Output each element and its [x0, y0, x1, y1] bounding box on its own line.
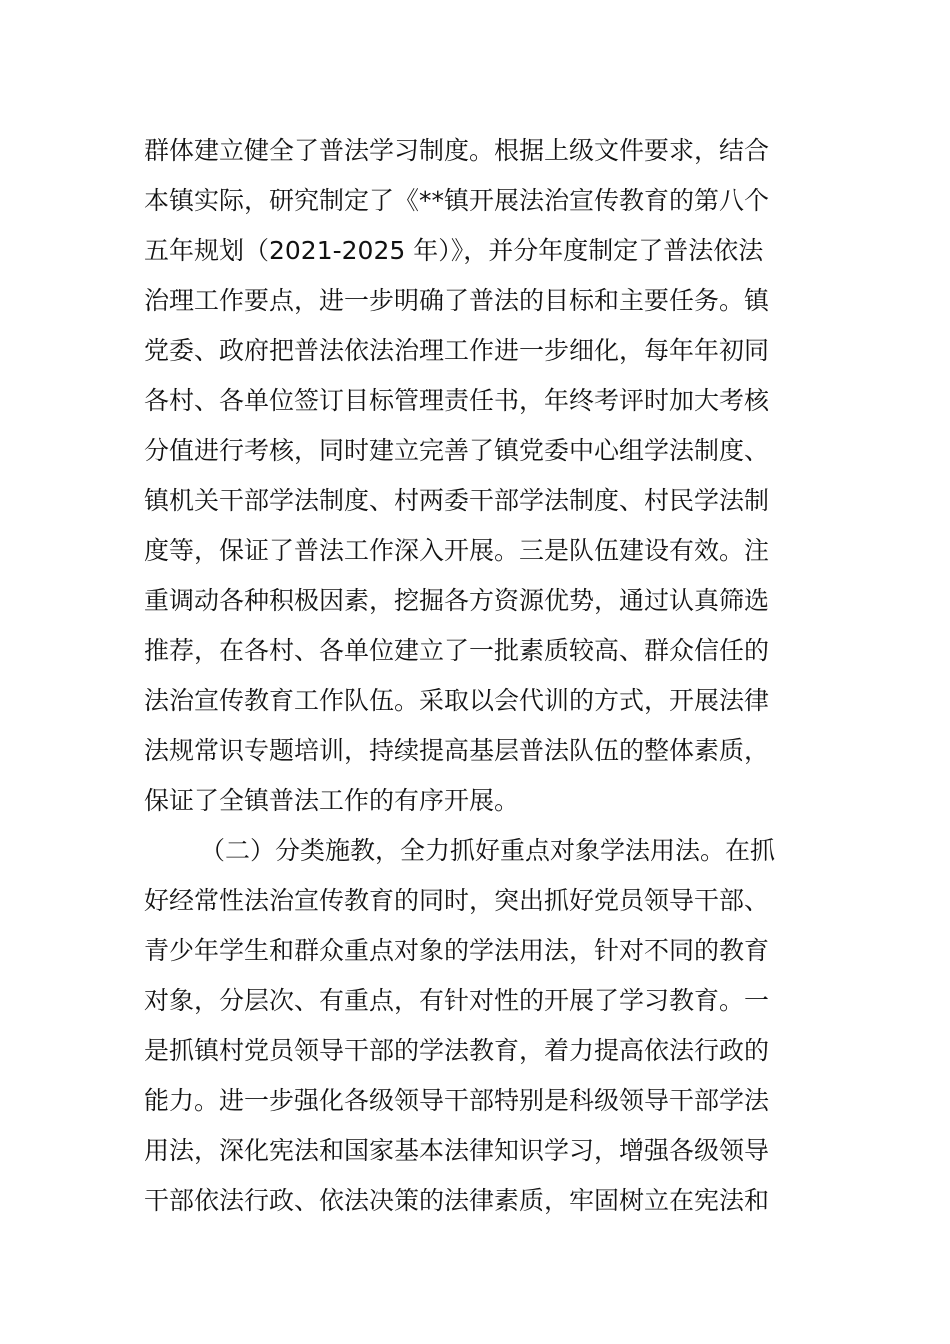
text-line: 干部依法行政、依法决策的法律素质，牢固树立在宪法和 [144, 1186, 770, 1215]
text-line: 是抓镇村党员领导干部的学法教育，着力提高依法行政的 [144, 1036, 770, 1065]
text-line: 分值进行考核，同时建立完善了镇党委中心组学法制度、 [144, 436, 770, 465]
text-line: 镇机关干部学法制度、村两委干部学法制度、村民学法制 [144, 486, 770, 515]
text-line: 度等，保证了普法工作深入开展。三是队伍建设有效。注 [144, 536, 770, 565]
text-line: 青少年学生和群众重点对象的学法用法，针对不同的教育 [144, 936, 770, 965]
text-line: 党委、政府把普法依法治理工作进一步细化，每年年初同 [144, 336, 770, 365]
text-line: 法治宣传教育工作队伍。采取以会代训的方式，开展法律 [144, 686, 770, 715]
text-line: 五年规划（2021-2025 年）》，并分年度制定了普法依法 [144, 236, 764, 265]
text-line: 对象，分层次、有重点，有针对性的开展了学习教育。一 [144, 986, 770, 1015]
text-line: 群体建立健全了普法学习制度。根据上级文件要求，结合 [144, 136, 770, 165]
text-line: 治理工作要点，进一步明确了普法的目标和主要任务。镇 [144, 286, 770, 315]
text-line: 好经常性法治宣传教育的同时，突出抓好党员领导干部、 [144, 886, 770, 915]
text-line: 用法，深化宪法和国家基本法律知识学习，增强各级领导 [144, 1136, 770, 1165]
text-line: 推荐，在各村、各单位建立了一批素质较高、群众信任的 [144, 636, 770, 665]
text-line: 各村、各单位签订目标管理责任书，年终考评时加大考核 [144, 386, 770, 415]
text-line: 法规常识专题培训，持续提高基层普法队伍的整体素质， [144, 736, 770, 765]
text-line: 能力。进一步强化各级领导干部特别是科级领导干部学法 [144, 1086, 770, 1115]
section-heading-line: （二）分类施教，全力抓好重点对象学法用法。在抓 [200, 836, 776, 865]
text-line: 重调动各种积极因素，挖掘各方资源优势，通过认真筛选 [144, 586, 770, 615]
text-line: 本镇实际，研究制定了《**镇开展法治宣传教育的第八个 [144, 186, 770, 215]
text-line: 保证了全镇普法工作的有序开展。 [144, 786, 520, 815]
document-body [144, 126, 814, 1226]
